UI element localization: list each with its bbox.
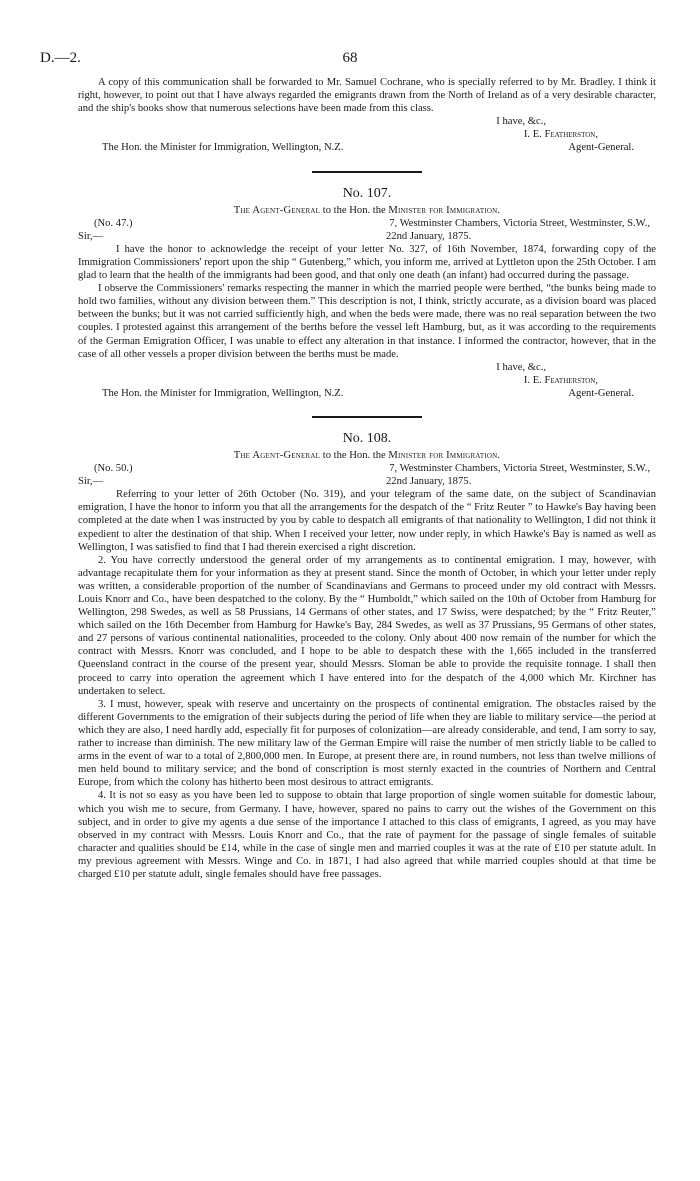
section-divider [312, 171, 422, 173]
letter-107-to: Minister for Immigration. [388, 204, 501, 216]
letter-108-ref: (No. 50.) [94, 463, 133, 475]
letter-107-from: The Agent-General [233, 204, 321, 216]
letter-107-paragraph-1: I have the honor to acknowledge the receipt of your letter No. 327, of 16th November, 1874, forwarding copy of the Immigration Commissioners' report upon the ship “ Gutenberg,” which, you inform me, arrived at Lyttleton upon the 25th October. I am glad to learn that the health of the immigrants had been good, and that only one death (an infant) had occurred during the passage. [78, 243, 656, 282]
intro-paragraph: A copy of this communication shall be forwarded to Mr. Samuel Cochrane, who is specially referred to by Mr. Bradley. I think it right, however, to point out that I have always regarded the emigrants drawn from the North of Ireland as of a very desirable character, and the ship's books show that numerous selections have been made from this class. [78, 77, 656, 115]
letter-107-route [78, 204, 656, 217]
document-body [78, 76, 656, 881]
letter-108-date: 22nd January, 1875. [386, 476, 472, 488]
letter-107-place-row [78, 217, 656, 230]
letter-108-to: Minister for Immigration. [388, 449, 501, 461]
letter-108-paragraph-3: 3. I must, however, speak with reserve and uncertainty on the prospects of continental emigration. The obstacles raised by the different Governments to the emigration of their subjects during the period of life when they are liable to military service—the period at which they are also, I need hardly add, especially fit for purposes of colonization—are already considerable, and tend, I am sorry to say, rather to increase than diminish. The new military law of the German Empire will raise the number of men strictly liable to be called to arms in the event of war to a total of 2,800,000 men. In Europe, at present there are, in round numbers, not less than twelve millions of men held bound to military service; and the bond of conscription is most sternly exacted in the countries of Northern and Central Europe, from which the colony has hitherto been most desirous to attract emigrants. [78, 698, 656, 789]
document-reference: D.—2. [40, 50, 81, 66]
letter-108-paragraph-2: 2. You have correctly understood the general order of my arrangements as to continental emigration. I may, however, with advantage recapitulate them for your information as they at present stand. Since the month of October, in which your letter under reply was written, a considerable proportion of the number of Scandinavians and Germans to proceed under my old contract with Messrs. Louis Knorr and Co., have been despatched to the colony. By the “ Humboldt,” which sailed on the 10th of October from Hamburg for Wellington, 298 Swedes, as well as 58 Prussians, 14 Germans of other states, and 17 Swiss, were despatched; by the “ Fritz Reuter,” which sailed on the 16th December from Hamburg for Hawke's Bay, 284 Swedes, as well as 37 Prussians, 95 Germans of other states, and 27 persons of various continental nationalities, proceeded to the colony. Only about 400 now remain of the number for which the contract with Messrs. Knorr was concluded, and I hope to be able to despatch these with the 1,665 included in the transferred Queensland contract in the course of the present year, should Messrs. Sloman be able to provide the requisite tonnage. I shall then proceed to carry into operation the agreement which I have entered into for the despatch of the 4,000 which Mr. Kirchner has undertaken to select. [78, 554, 656, 697]
letter-108-sir-row [78, 475, 656, 488]
letter-107-title: Agent-General. [568, 387, 634, 399]
letter-107-addressee-row [78, 387, 656, 400]
page-number: 68 [342, 50, 358, 66]
letter-107-closing: I have, &c., [496, 361, 546, 373]
letter-108-from: The Agent-General [233, 449, 321, 461]
letter-108-paragraph-1: Referring to your letter of 26th October (No. 319), and your telegram of the same date, on the subject of Scandinavian emigration, I have the honor to inform you that all the arrangements for the despatch of the “ Fritz Reuter ” to Hawke's Bay having been completed at the date when I was instructed by you by cable to despatch all emigrants of that nationality to Wellington, I did not think it expedient to alter the destination of that ship. When I received your letter, now under reply, in which Hawke's Bay is named as well as Wellington, I was satisfied to find that I had therein exercised a right discretion. [78, 489, 656, 553]
letter-107-paragraph-2: I observe the Commissioners' remarks respecting the manner in which the married people were berthed, “the bunks being made to hold two families, without any division between them.” This description is not, I think, strictly accurate, as a division board was placed between the bunks; but it was not carried sufficiently high, and when the beds were made, there was no real separation between the two couples. I protested against this arrangement of the berths before the vessel left Hamburg, but, as it was according to the requirements of the German Emigration Officer, I was unable to effect any alteration in that instance. I informed the contractor, however, that in the case of all other vessels a proper division between the berths must be made. [78, 283, 656, 360]
letter-108-route-middle: to the Hon. the [322, 449, 386, 461]
letter-107-addressee: The Hon. the Minister for Immigration, Wellington, N.Z. [102, 387, 344, 399]
intro-title: Agent-General. [568, 142, 634, 154]
letter-107-signatory [78, 374, 656, 387]
letter-107-date: 22nd January, 1875. [386, 230, 472, 242]
letter-108-salutation: Sir,— [78, 476, 104, 488]
letter-108-number: No. 108. [342, 430, 392, 446]
letter-107-sir-row [78, 230, 656, 243]
intro-signatory-name: I. E. Featherston, [523, 129, 598, 141]
letter-108-address: 7, Westminster Chambers, Victoria Street, Westminster, S.W., [389, 463, 650, 475]
letter-107-ref: (No. 47.) [94, 217, 133, 229]
intro-closing: I have, &c., [496, 116, 546, 128]
letter-107-salutation: Sir,— [78, 230, 104, 242]
letter-107-number: No. 107. [342, 185, 392, 201]
letter-107-signatory-name: I. E. Featherston, [523, 374, 598, 386]
intro-addressee: The Hon. the Minister for Immigration, Wellington, N.Z. [102, 142, 344, 154]
running-header [40, 50, 660, 72]
letter-108-paragraph-4: 4. It is not so easy as you have been led to suppose to obtain that large proportion of single women suitable for domestic labour, which you wish me to secure, from Germany. I have, however, spared no pains to carry out the wishes of the Government on this subject, and in order to give my agents a due sense of the importance I attached to this class of emigrants, I agreed, as you may have observed in my contract with Messrs. Louis Knorr and Co., that the rate of payment for the passage of single females of suitable character and qualities should be £14, while in the case of single men and married couples it was at the rate of £10 per statute adult. In my previous agreement with Messrs. Winge and Co. in 1871, I had also agreed that while married couples should at that time be charged £10 per statute adult, single females should have free passages. [78, 790, 656, 880]
letter-107-address: 7, Westminster Chambers, Victoria Street, Westminster, S.W., [389, 217, 650, 229]
letter-107-route-middle: to the Hon. the [322, 204, 386, 216]
letter-108-place-row [78, 462, 656, 475]
intro-signatory [78, 128, 656, 141]
intro-addressee-row [78, 141, 656, 154]
letter-108-route [78, 449, 656, 462]
section-divider [312, 416, 422, 418]
